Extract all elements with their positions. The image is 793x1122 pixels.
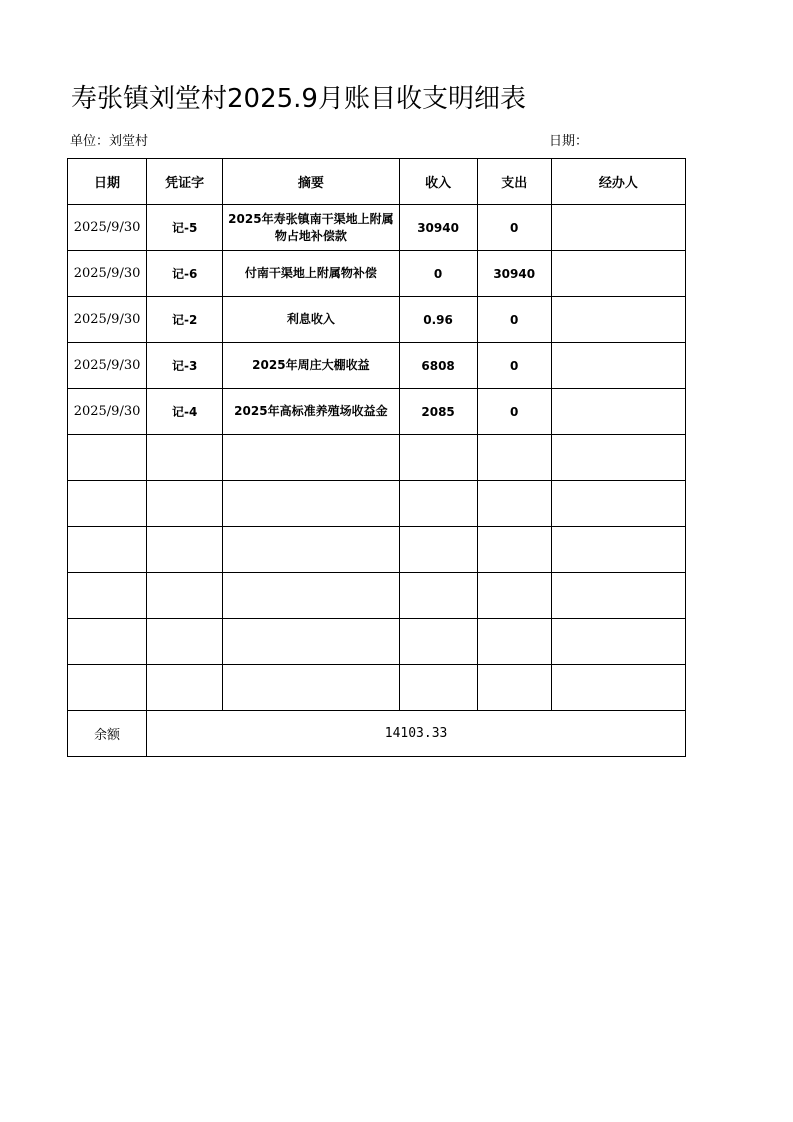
cell-income — [399, 481, 477, 527]
table-row — [68, 389, 686, 435]
table-row — [68, 619, 686, 665]
unit-label: 单位：刘堂村 — [70, 134, 149, 149]
cell-summary: 利息收入 — [223, 297, 399, 343]
cell-handler — [551, 527, 685, 573]
table-row — [68, 343, 686, 389]
cell-voucher — [147, 573, 223, 619]
cell-income: 0.96 — [399, 297, 477, 343]
cell-handler — [551, 665, 685, 711]
cell-income: 6808 — [399, 343, 477, 389]
cell-voucher: 记-3 — [147, 343, 223, 389]
page-title: 寿张镇刘堂村2025.9月账目收支明细表 — [71, 84, 526, 114]
cell-expense: 0 — [477, 389, 551, 435]
cell-summary — [223, 527, 399, 573]
date-label: 日期： — [549, 134, 589, 149]
cell-expense — [477, 619, 551, 665]
cell-summary — [223, 481, 399, 527]
cell-date — [68, 665, 147, 711]
cell-summary — [223, 619, 399, 665]
cell-date: 2025/9/30 — [68, 389, 147, 435]
header-voucher: 凭证字 — [147, 159, 223, 205]
cell-expense — [477, 527, 551, 573]
balance-row — [68, 711, 686, 757]
cell-expense — [477, 481, 551, 527]
cell-expense — [477, 435, 551, 481]
cell-handler — [551, 251, 685, 297]
cell-handler — [551, 573, 685, 619]
cell-summary — [223, 665, 399, 711]
cell-date: 2025/9/30 — [68, 343, 147, 389]
cell-income — [399, 665, 477, 711]
cell-date — [68, 573, 147, 619]
cell-summary: 付南干渠地上附属物补偿 — [223, 251, 399, 297]
cell-handler — [551, 205, 685, 251]
table-row — [68, 527, 686, 573]
cell-date: 2025/9/30 — [68, 205, 147, 251]
cell-voucher — [147, 527, 223, 573]
cell-voucher — [147, 481, 223, 527]
table-row — [68, 573, 686, 619]
cell-income — [399, 573, 477, 619]
cell-summary: 2025年寿张镇南干渠地上附属物占地补偿款 — [223, 205, 399, 251]
cell-date — [68, 435, 147, 481]
cell-summary: 2025年周庄大棚收益 — [223, 343, 399, 389]
cell-income: 2085 — [399, 389, 477, 435]
cell-voucher: 记-6 — [147, 251, 223, 297]
balance-label: 余额 — [68, 711, 147, 757]
cell-voucher: 记-4 — [147, 389, 223, 435]
cell-date: 2025/9/30 — [68, 297, 147, 343]
header-handler: 经办人 — [551, 159, 685, 205]
header-summary: 摘要 — [223, 159, 399, 205]
cell-date — [68, 481, 147, 527]
cell-summary — [223, 573, 399, 619]
cell-income: 0 — [399, 251, 477, 297]
cell-voucher: 记-5 — [147, 205, 223, 251]
cell-handler — [551, 619, 685, 665]
cell-income: 30940 — [399, 205, 477, 251]
cell-voucher — [147, 619, 223, 665]
cell-summary — [223, 435, 399, 481]
header-income: 收入 — [399, 159, 477, 205]
cell-income — [399, 619, 477, 665]
cell-expense — [477, 665, 551, 711]
cell-voucher — [147, 665, 223, 711]
cell-expense: 30940 — [477, 251, 551, 297]
table-row — [68, 481, 686, 527]
cell-expense: 0 — [477, 343, 551, 389]
cell-date: 2025/9/30 — [68, 251, 147, 297]
cell-expense: 0 — [477, 297, 551, 343]
table-row — [68, 297, 686, 343]
table-row — [68, 205, 686, 251]
cell-income — [399, 435, 477, 481]
cell-voucher: 记-2 — [147, 297, 223, 343]
cell-handler — [551, 481, 685, 527]
cell-summary: 2025年高标准养殖场收益金 — [223, 389, 399, 435]
cell-handler — [551, 435, 685, 481]
cell-expense: 0 — [477, 205, 551, 251]
ledger-table — [67, 158, 686, 757]
cell-income — [399, 527, 477, 573]
cell-date — [68, 619, 147, 665]
header-expense: 支出 — [477, 159, 551, 205]
cell-handler — [551, 343, 685, 389]
table-row — [68, 665, 686, 711]
cell-handler — [551, 389, 685, 435]
header-date: 日期 — [68, 159, 147, 205]
cell-voucher — [147, 435, 223, 481]
table-row — [68, 251, 686, 297]
table-row — [68, 435, 686, 481]
cell-expense — [477, 573, 551, 619]
cell-date — [68, 527, 147, 573]
table-header-row — [68, 159, 686, 205]
cell-handler — [551, 297, 685, 343]
balance-value: 14103.33 — [147, 711, 686, 757]
